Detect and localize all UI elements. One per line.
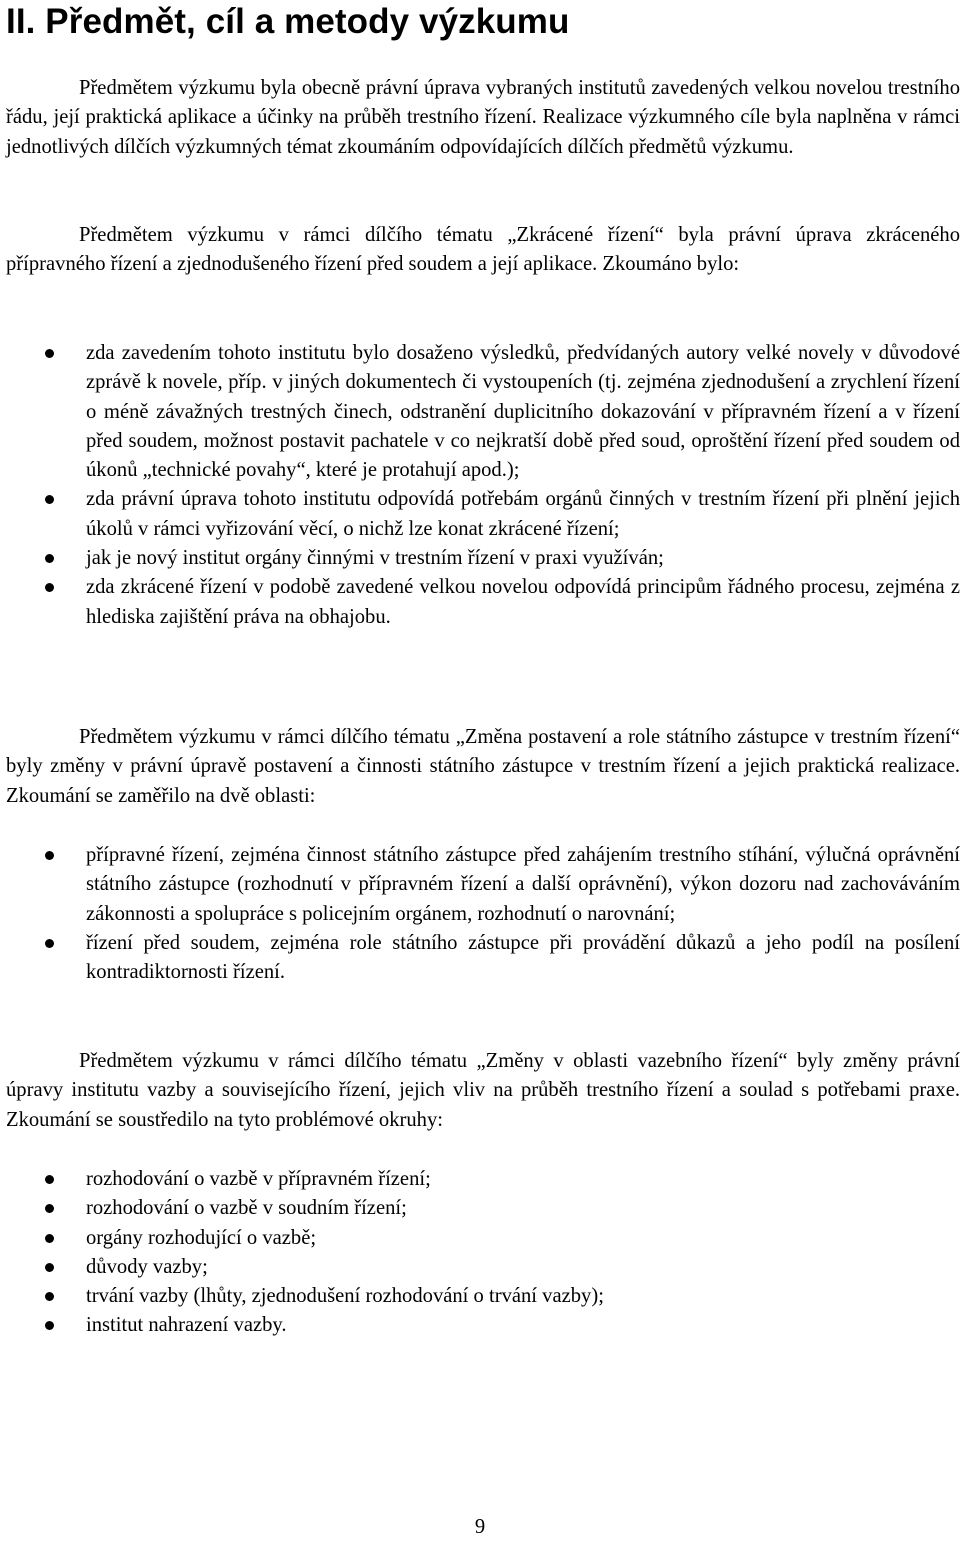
bullet-icon	[45, 554, 54, 563]
bullet-icon	[45, 1234, 54, 1243]
bullet-icon	[45, 583, 54, 592]
bullet-icon	[45, 1204, 54, 1213]
bullet-list-zkracene-rizeni	[0, 339, 960, 632]
bullet-icon	[45, 1292, 54, 1301]
list-item: řízení před soudem, zejména role státního zástupce při provádění důkazů a jeho podíl na posílení kontradiktornosti řízení.	[0, 929, 960, 988]
section-heading: II. Předmět, cíl a metody výzkumu	[6, 2, 570, 41]
list-item: rozhodování o vazbě v soudním řízení;	[0, 1194, 960, 1223]
bullet-icon	[45, 851, 54, 860]
bullet-icon	[45, 939, 54, 948]
bullet-icon	[45, 1321, 54, 1330]
list-item: přípravné řízení, zejména činnost státního zástupce před zahájením trestního stíhání, výlučná oprávnění státního zástupce (rozhodnutí v přípravném řízení a další oprávnění), výkon dozoru nad zachováváním zákonnosti a spolupráce s policejním orgánem, rozhodnutí o narovnání;	[0, 841, 960, 929]
bullet-icon	[45, 1175, 54, 1184]
list-item: rozhodování o vazbě v přípravném řízení;	[0, 1165, 960, 1194]
paragraph-intro: Předmětem výzkumu byla obecně právní úprava vybraných institutů zavedených velkou novelou trestního řádu, její praktická aplikace a účinky na průběh trestního řízení. Realizace výzkumného cíle byla naplněna v rámci jednotlivých dílčích výzkumných témat zkoumáním odpovídajících dílčích předmětů výzkumu.	[6, 77, 960, 158]
list-item: zda právní úprava tohoto institutu odpovídá potřebám orgánů činných v trestním řízení při plnění jejich úkolů v rámci vyřizování věcí, o nichž lze konat zkrácené řízení;	[0, 485, 960, 544]
list-item: důvody vazby;	[0, 1253, 960, 1282]
paragraph-vazebni-rizeni: Předmětem výzkumu v rámci dílčího tématu „Změny v oblasti vazebního řízení“ byly změny právní úpravy institutu vazby a souvisejícího řízení, jejich vliv na průběh trestního řízení a soulad s potřebami praxe. Zkoumání se soustředilo na tyto problémové okruhy:	[6, 1050, 960, 1131]
bullet-icon	[45, 495, 54, 504]
bullet-icon	[45, 1263, 54, 1272]
list-item: zda zkrácené řízení v podobě zavedené velkou novelou odpovídá principům řádného procesu, zejména z hlediska zajištění práva na obhajobu.	[0, 573, 960, 632]
bullet-icon	[45, 349, 54, 358]
page-number: 9	[474, 1516, 486, 1538]
list-item: zda zavedením tohoto institutu bylo dosaženo výsledků, předvídaných autory velké novely v důvodové zprávě k novele, příp. v jiných dokumentech či vystoupeních (tj. zejména zjednodušení a zrychlení řízení o méně závažných trestných činech, odstranění duplicitního dokazování v přípravném řízení a v řízení před soudem, možnost postavit pachatele v co nejkratší době před soud, oproštění řízení před soudem od úkonů „technické povahy“, které je protahují apod.);	[0, 339, 960, 485]
bullet-list-statni-zastupce	[0, 841, 960, 987]
list-item: institut nahrazení vazby.	[0, 1311, 960, 1340]
paragraph-statni-zastupce: Předmětem výzkumu v rámci dílčího tématu „Změna postavení a role státního zástupce v trestním řízení“ byly změny v právní úpravě postavení a činnosti státního zástupce v trestním řízení a jejich praktická realizace. Zkoumání se zaměřilo na dvě oblasti:	[6, 726, 960, 807]
list-item: jak je nový institut orgány činnými v trestním řízení v praxi využíván;	[0, 544, 960, 573]
list-item: trvání vazby (lhůty, zjednodušení rozhodování o trvání vazby);	[0, 1282, 960, 1311]
paragraph-zkracene-rizeni: Předmětem výzkumu v rámci dílčího tématu „Zkrácené řízení“ byla právní úprava zkráceného přípravného řízení a zjednodušeného řízení před soudem a její aplikace. Zkoumáno bylo:	[6, 224, 960, 276]
list-item: orgány rozhodující o vazbě;	[0, 1224, 960, 1253]
bullet-list-vazebni-rizeni	[0, 1165, 960, 1341]
